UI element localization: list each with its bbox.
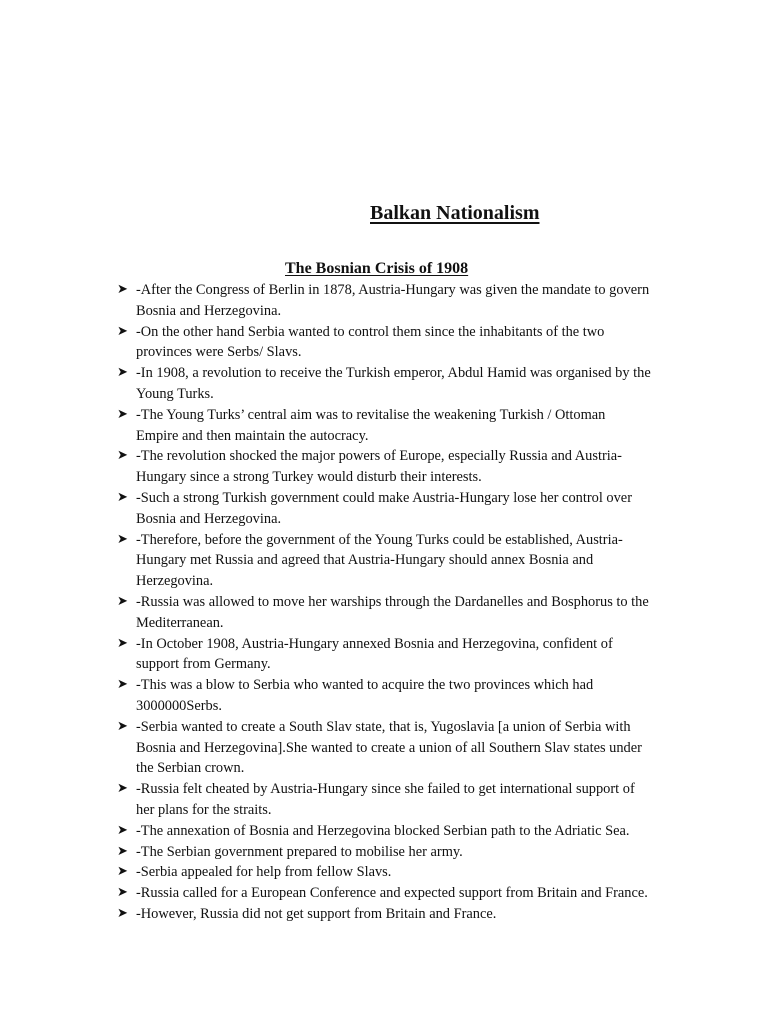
page-title: Balkan Nationalism bbox=[370, 202, 540, 224]
arrowhead-bullet-icon: ➤ bbox=[117, 781, 128, 797]
list-item bbox=[117, 842, 687, 863]
list-item bbox=[117, 862, 687, 883]
list-item bbox=[117, 821, 687, 842]
list-item-text: -Serbia appealed for help from fellow Slavs. bbox=[136, 864, 392, 881]
list-item bbox=[117, 904, 687, 925]
arrowhead-bullet-icon: ➤ bbox=[117, 677, 128, 693]
list-item-text: -However, Russia did not get support from Britain and France. bbox=[136, 905, 497, 922]
list-item bbox=[117, 405, 687, 447]
arrowhead-bullet-icon: ➤ bbox=[117, 489, 128, 505]
arrowhead-bullet-icon: ➤ bbox=[117, 593, 128, 609]
list-item bbox=[117, 530, 687, 592]
list-item-text: -Russia was allowed to move her warships through the Dardanelles and Bosphorus to the Mediterranean. bbox=[136, 593, 649, 631]
list-item bbox=[117, 322, 687, 364]
list-item-text: -Serbia wanted to create a South Slav state, that is, Yugoslavia [a union of Serbia with Bosnia and Herzegovina].She wanted to create a union of all Southern Slav states under the Serbian crown. bbox=[136, 718, 642, 777]
arrowhead-bullet-icon: ➤ bbox=[117, 448, 128, 464]
list-item-text: -Russia called for a European Conference and expected support from Britain and France. bbox=[136, 885, 648, 902]
bullet-list bbox=[117, 280, 687, 925]
arrowhead-bullet-icon: ➤ bbox=[117, 885, 128, 901]
list-item-text: -The Young Turks’ central aim was to revitalise the weakening Turkish / Ottoman Empire and then maintain the autocracy. bbox=[136, 406, 606, 444]
list-item-text: -The revolution shocked the major powers of Europe, especially Russia and Austria- Hungary since a strong Turkey would disturb their interests. bbox=[136, 448, 622, 486]
arrowhead-bullet-icon: ➤ bbox=[117, 905, 128, 921]
arrowhead-bullet-icon: ➤ bbox=[117, 864, 128, 880]
list-item-text: -Russia felt cheated by Austria-Hungary since she failed to get international support of her plans for the straits. bbox=[136, 781, 635, 818]
list-item bbox=[117, 717, 687, 779]
list-item bbox=[117, 634, 687, 676]
section-heading: The Bosnian Crisis of 1908 bbox=[285, 260, 469, 277]
list-item bbox=[117, 280, 687, 322]
list-item-text: -This was a blow to Serbia who wanted to acquire the two provinces which had 3000000Serbs. bbox=[136, 677, 594, 714]
list-item bbox=[117, 363, 687, 405]
arrowhead-bullet-icon: ➤ bbox=[117, 323, 128, 339]
list-item bbox=[117, 779, 687, 821]
list-item-text: -In 1908, a revolution to receive the Turkish emperor, Abdul Hamid was organised by the Young Turks. bbox=[136, 365, 651, 402]
arrowhead-bullet-icon: ➤ bbox=[117, 406, 128, 422]
list-item bbox=[117, 446, 687, 488]
list-item-text: -The Serbian government prepared to mobilise her army. bbox=[136, 843, 463, 860]
arrowhead-bullet-icon: ➤ bbox=[117, 635, 128, 651]
arrowhead-bullet-icon: ➤ bbox=[117, 843, 128, 859]
arrowhead-bullet-icon: ➤ bbox=[117, 365, 128, 381]
list-item-text: -Therefore, before the government of the Young Turks could be established, Austria- Hungary met Russia and agreed that Austria-Hungary should annex Bosnia and Herzegovina. bbox=[136, 531, 623, 590]
list-item-text: -After the Congress of Berlin in 1878, Austria-Hungary was given the mandate to govern Bosnia and Herzegovina. bbox=[136, 282, 650, 319]
arrowhead-bullet-icon: ➤ bbox=[117, 531, 128, 547]
list-item bbox=[117, 883, 687, 904]
list-item bbox=[117, 592, 687, 634]
arrowhead-bullet-icon: ➤ bbox=[117, 822, 128, 838]
list-item bbox=[117, 488, 687, 530]
list-item-text: -In October 1908, Austria-Hungary annexed Bosnia and Herzegovina, confident of support from Germany. bbox=[136, 635, 613, 673]
arrowhead-bullet-icon: ➤ bbox=[117, 718, 128, 734]
list-item-text: -On the other hand Serbia wanted to control them since the inhabitants of the two provinces were Serbs/ Slavs. bbox=[136, 323, 605, 361]
list-item-text: -The annexation of Bosnia and Herzegovina blocked Serbian path to the Adriatic Sea. bbox=[136, 822, 630, 839]
arrowhead-bullet-icon: ➤ bbox=[117, 282, 128, 297]
list-item bbox=[117, 675, 687, 717]
list-item-text: -Such a strong Turkish government could make Austria-Hungary lose her control over Bosnia and Herzegovina. bbox=[136, 489, 632, 527]
